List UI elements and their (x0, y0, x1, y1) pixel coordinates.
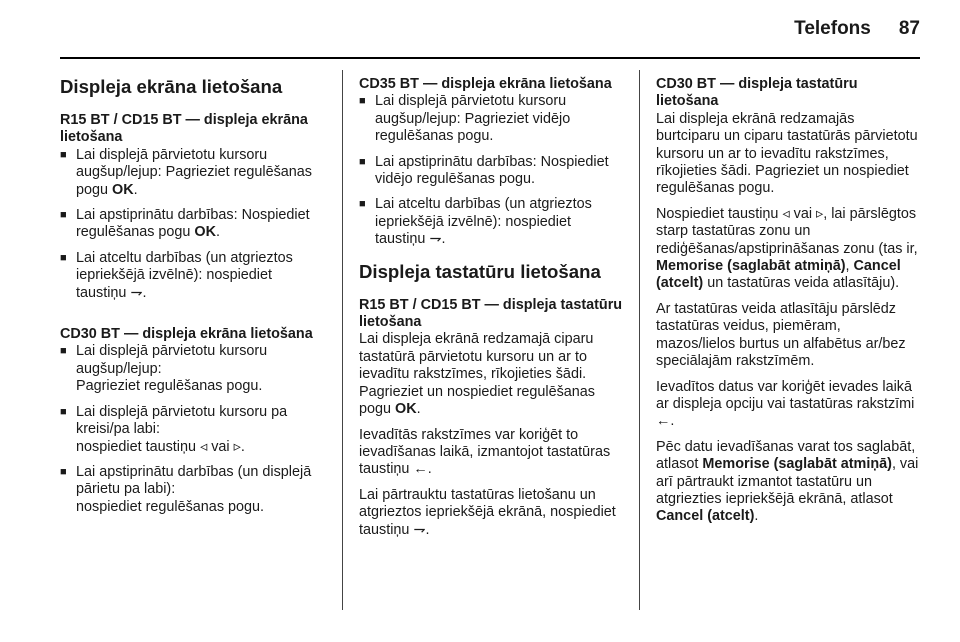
subsection-title: CD30 BT — displeja ekrāna lietošana (60, 326, 313, 343)
list-item: ■ Lai apstiprinātu darbības: Nospiediet vidējo regulēšanas pogu. (359, 154, 625, 189)
list-item: ■ Lai displejā pārvietotu kursoru pa kreisi/pa labi: nospiediet taustiņu ◃ vai ▹. (60, 404, 326, 456)
header-rule (60, 57, 920, 59)
list-item: ■ Lai displejā pārvietotu kursoru augšup/lejup: Pagrieziet regulēšanas pogu. (60, 343, 326, 395)
column-1 (60, 76, 326, 524)
list-item: ■ Lai atceltu darbības (un atgrieztos iepriekšējā izvēlnē): nospiediet taustiņu ⇁. (60, 250, 326, 302)
paragraph: Ievadītās rakstzīmes var koriģēt to ievadīšanas laikā, izmantojot tastatūras taustiņu ←. (359, 426, 611, 478)
chapter-title: Telefons (794, 18, 871, 39)
paragraph: Ar tastatūras veida atlasītāju pārslēdz tastatūras veidus, piemēram, mazos/lielos burtus un alfabētus ar/bez speciālajām rakstzīmēm. (656, 300, 906, 370)
bullet-list (60, 343, 326, 516)
paragraph: Lai displeja ekrānā redzamajās burtciparu un ciparu tastatūrās pārvietotu kursoru un ar to ievadītu rakstzīmes, rīkojieties šādi. Pagrieziet un nospiediet regulēšanas pogu. (656, 110, 918, 197)
page-header (794, 18, 920, 40)
bullet-list (359, 93, 625, 248)
bullet-list (60, 147, 326, 302)
paragraph: Pēc datu ievadīšanas varat tos saglabāt, atlasot Memorise (saglabāt atmiņā), vai arī pārtraukt izmantot tastatūru un atgriezties iepriekšējā ekrānā, atlasot Cancel (atcelt). (656, 438, 919, 525)
section-heading: Displeja ekrāna lietošana (60, 76, 283, 97)
column-3 (656, 76, 922, 534)
paragraph: Nospiediet taustiņu ◃ vai ▹, lai pārslēgtos starp tastatūras zonu un rediģēšanas/apstiprināšanas zonu (tas ir, Memorise (saglabāt atmiņā), Cancel (atcelt) un tastatūras veida atlasītāju). (656, 205, 918, 292)
list-item: ■ Lai apstiprinātu darbības: Nospiediet regulēšanas pogu OK. (60, 207, 326, 242)
list-item: ■ Lai atceltu darbības (un atgrieztos iepriekšējā izvēlnē): nospiediet taustiņu ⇁. (359, 196, 625, 248)
paragraph: Ievadītos datus var koriģēt ievades laikā ar displeja opciju vai tastatūras rakstzīmi ←. (656, 378, 915, 430)
paragraph: Lai pārtrauktu tastatūras lietošanu un atgrieztos iepriekšējā ekrānā, nospiediet taustiņu ⇁. (359, 486, 616, 538)
column-divider (342, 70, 343, 610)
column-2 (359, 76, 625, 547)
page-number: 87 (898, 18, 920, 39)
subsection-title: R15 BT / CD15 BT — displeja ekrāna lietošana (60, 112, 308, 146)
subsection-title: R15 BT / CD15 BT — displeja tastatūru lietošana (359, 296, 623, 331)
subsection-title: CD30 BT — displeja tastatūru lietošana (656, 76, 858, 110)
subsection-title: CD35 BT — displeja ekrāna lietošana (359, 76, 612, 92)
list-item: ■ Lai displejā pārvietotu kursoru augšup/lejup: Pagrieziet vidējo regulēšanas pogu. (359, 93, 625, 145)
list-item: ■ Lai apstiprinātu darbības (un displejā pārietu pa labi): nospiediet regulēšanas pogu. (60, 464, 326, 516)
paragraph: Lai displeja ekrānā redzamajā ciparu tastatūrā pārvietotu kursoru un ar to ievadītu rakstzīmes, rīkojieties šādi. Pagrieziet un nospiediet regulēšanas pogu OK. (359, 331, 596, 418)
column-divider (639, 70, 640, 610)
section-heading: Displeja tastatūru lietošana (359, 260, 601, 282)
list-item: ■ Lai displejā pārvietotu kursoru augšup/lejup: Pagrieziet regulēšanas pogu OK. (60, 147, 326, 199)
